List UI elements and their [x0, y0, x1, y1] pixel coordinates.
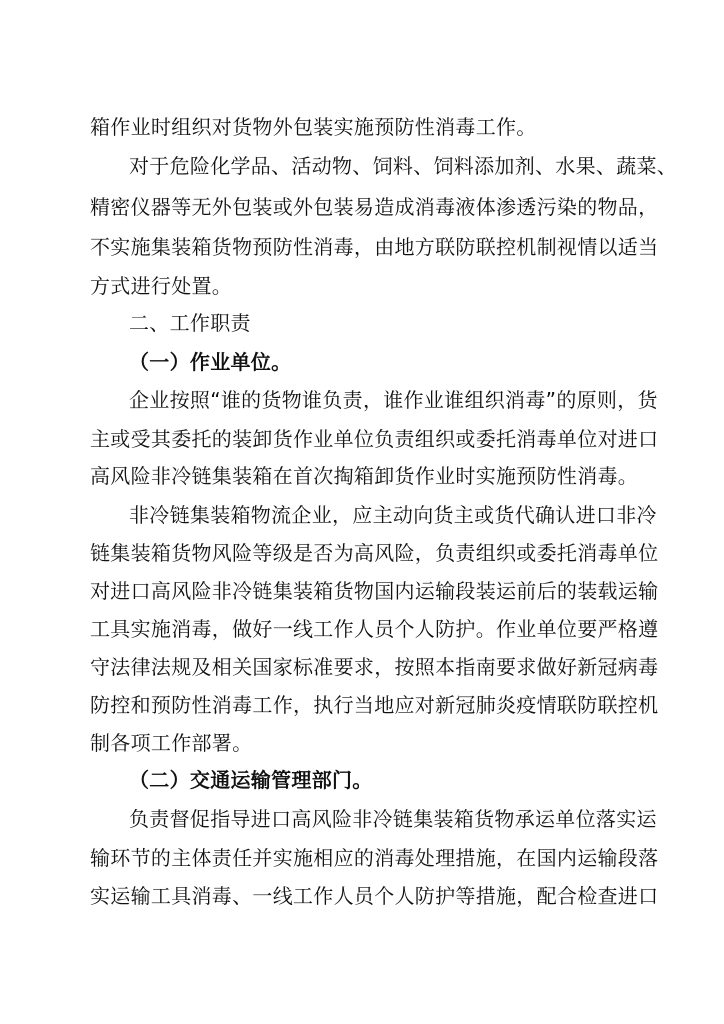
paragraph-line: 精密仪器等无外包装或外包装易造成消毒液体渗透污染的物品， — [90, 195, 659, 219]
section-heading: 二、工作职责 — [129, 311, 251, 335]
paragraph-line: 链集装箱货物风险等级是否为高风险，负责组织或委托消毒单位 — [90, 541, 659, 565]
paragraph-line: 不实施集装箱货物预防性消毒，由地方联防联控机制视情以适当 — [90, 235, 659, 259]
paragraph-line: 实运输工具消毒、一线工作人员个人防护等措施，配合检查进口 — [90, 884, 659, 908]
subsection-heading: （二）交通运输管理部门。 — [129, 768, 373, 792]
paragraph-line: 高风险非冷链集装箱在首次掏箱卸货作业时实施预防性消毒。 — [90, 464, 639, 488]
paragraph-line: 方式进行处置。 — [90, 274, 233, 298]
paragraph-line: 企业按照“谁的货物谁负责，谁作业谁组织消毒”的原则，货 — [129, 388, 658, 412]
paragraph-line: 箱作业时组织对货物外包装实施预防性消毒工作。 — [90, 115, 537, 139]
paragraph-line: 输环节的主体责任并实施相应的消毒处理措施，在国内运输段落 — [90, 846, 659, 870]
paragraph-line: 制各项工作部署。 — [90, 731, 253, 755]
paragraph-line: 防控和预防性消毒工作，执行当地应对新冠肺炎疫情联防联控机 — [90, 693, 659, 717]
paragraph-line: 主或受其委托的装卸货作业单位负责组织或委托消毒单位对进口 — [90, 427, 659, 451]
paragraph-line: 工具实施消毒，做好一线工作人员个人防护。作业单位要严格遵 — [90, 617, 659, 641]
paragraph-line: 非冷链集装箱物流企业，应主动向货主或货代确认进口非冷 — [129, 503, 657, 527]
paragraph-line: 守法律法规及相关国家标准要求，按照本指南要求做好新冠病毒 — [90, 655, 659, 679]
paragraph-line: 对于危险化学品、活动物、饲料、饲料添加剂、水果、蔬菜、 — [129, 154, 678, 178]
paragraph-line: 负责督促指导进口高风险非冷链集装箱货物承运单位落实运 — [129, 807, 657, 831]
subsection-heading: （一）作业单位。 — [129, 350, 292, 374]
paragraph-line: 对进口高风险非冷链集装箱货物国内运输段装运前后的装载运输 — [90, 579, 659, 603]
